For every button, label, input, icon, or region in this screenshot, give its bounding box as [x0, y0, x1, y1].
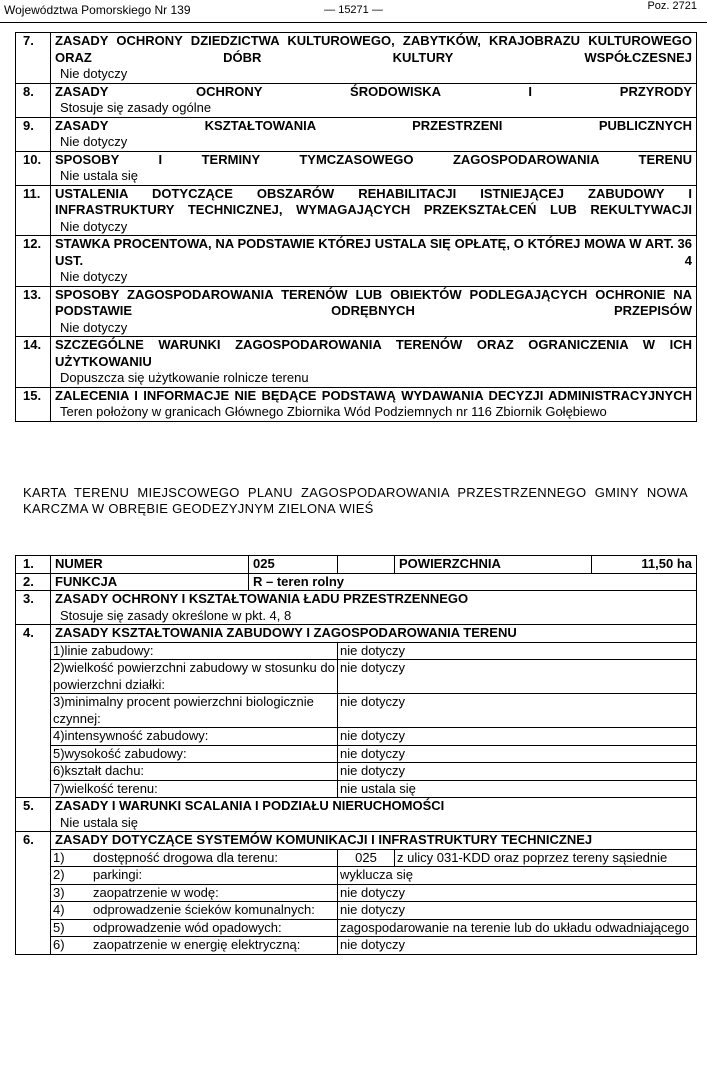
- row-komunikacja-heading: [16, 832, 697, 850]
- row-number: 13.: [16, 286, 51, 337]
- row-number: 6.: [16, 832, 51, 955]
- item-text: parkingi:: [93, 867, 143, 882]
- row-funkcja: [16, 573, 697, 591]
- provision-heading: SPOSOBY I TERMINY TYMCZASOWEGO ZAGOSPODAROWANIA TERENU: [55, 151, 692, 167]
- infrastruktura-item-row: [16, 849, 697, 867]
- item-label: [51, 867, 338, 885]
- row-lad: [16, 591, 697, 625]
- zabudowa-item-row: [16, 642, 697, 660]
- section-cell: [51, 591, 697, 625]
- provision-cell: [51, 236, 697, 287]
- provision-heading: USTALENIA DOTYCZĄCE OBSZARÓW REHABILITACJI ISTNIEJĄCEJ ZABUDOWY I INFRASTRUKTURY TECHNICZNEJ, WYMAGAJĄCYCH PRZEKSZTAŁCEŃ LUB REKULTYWACJI: [55, 185, 692, 217]
- zabudowa-item-row: [16, 780, 697, 798]
- provision-row: [16, 83, 697, 117]
- item-text: odprowadzenie wód opadowych:: [93, 919, 282, 935]
- provision-cell: [51, 286, 697, 337]
- zabudowa-item-row: [16, 728, 697, 746]
- section-value: Nie ustala się: [60, 814, 139, 830]
- powierzchnia-value: 11,50 ha: [592, 556, 697, 574]
- item-text: zaopatrzenie w energię elektryczną:: [93, 937, 301, 952]
- row-number: 10.: [16, 151, 51, 185]
- section-heading: ZASADY KSZTAŁTOWANIA ZABUDOWY I ZAGOSPODAROWANIA TERENU: [51, 625, 697, 643]
- zabudowa-item-row: [16, 745, 697, 763]
- item-number: 3): [53, 884, 65, 900]
- provision-heading: SPOSOBY ZAGOSPODAROWANIA TERENÓW LUB OBIEKTÓW PODLEGAJĄCYCH OCHRONIE NA PODSTAWIE ODRĘBNYCH PRZEPISÓW: [55, 286, 692, 318]
- zabudowa-item-row: [16, 694, 697, 728]
- position-number: Poz. 2721: [647, 0, 697, 12]
- provision-row: [16, 185, 697, 236]
- item-value: nie dotyczy: [338, 694, 697, 728]
- item-value: nie dotyczy: [338, 763, 697, 781]
- section-value: Stosuje się zasady określone w pkt. 4, 8: [60, 607, 292, 623]
- row-number: 15.: [16, 387, 51, 421]
- provision-row: [16, 33, 697, 84]
- item-value: nie dotyczy: [338, 884, 697, 902]
- powierzchnia-label: POWIERZCHNIA: [395, 556, 592, 574]
- item-label: 4)intensywność zabudowy:: [51, 728, 338, 746]
- item-label: [51, 902, 338, 920]
- provision-value: Nie dotyczy: [60, 269, 128, 284]
- row-number: 8.: [16, 83, 51, 117]
- infrastruktura-item-row: [16, 919, 697, 937]
- provision-heading: ZASADY OCHRONY ŚRODOWISKA I PRZYRODY: [55, 83, 692, 99]
- item-number: 2): [53, 867, 65, 882]
- page-number: — 15271 —: [324, 4, 383, 16]
- provision-cell: [51, 337, 697, 388]
- provision-value: Nie dotyczy: [60, 134, 128, 149]
- karta-title: KARTA TERENU MIEJSCOWEGO PLANU ZAGOSPODAROWANIA PRZESTRZENNEGO GMINY NOWA KARCZMA W OBRĘBIE GEODEZYJNYM ZIELONA WIEŚ: [23, 485, 688, 516]
- row-number: 12.: [16, 236, 51, 287]
- row-number: 1.: [16, 556, 51, 574]
- row-number: 9.: [16, 117, 51, 151]
- provision-cell: [51, 151, 697, 185]
- zabudowa-item-row: [16, 660, 697, 694]
- zabudowa-item-row: [16, 763, 697, 781]
- item-text: odprowadzenie ścieków komunalnych:: [93, 902, 315, 917]
- provision-cell: [51, 83, 697, 117]
- row-number: 14.: [16, 337, 51, 388]
- infrastruktura-item-row: [16, 902, 697, 920]
- provision-cell: [51, 33, 697, 84]
- item-number: 1): [53, 849, 65, 865]
- provision-heading: ZALECENIA I INFORMACJE NIE BĘDĄCE PODSTAWĄ WYDAWANIA DECYZJI ADMINISTRACYJNYCH: [55, 387, 692, 403]
- row-number: 7.: [16, 33, 51, 84]
- provision-heading: ZASADY KSZTAŁTOWANIA PRZESTRZENI PUBLICZNYCH: [55, 117, 692, 133]
- empty-cell: [338, 556, 395, 574]
- item-value: wyklucza się: [338, 867, 697, 885]
- provision-row: [16, 236, 697, 287]
- provision-heading: ZASADY OCHRONY DZIEDZICTWA KULTUROWEGO, ZABYTKÓW, KRAJOBRAZU KULTUROWEGO ORAZ DÓBR KULTURY WSPÓŁCZESNEJ: [55, 33, 692, 65]
- item-label: 3)minimalny procent powierzchni biologicznie czynnej:: [51, 694, 338, 728]
- item-label: [51, 849, 338, 867]
- numer-value: 025: [249, 556, 338, 574]
- item-label: 1)linie zabudowy:: [51, 642, 338, 660]
- item-value: nie dotyczy: [338, 660, 697, 694]
- item-label: [51, 937, 338, 955]
- item-number: 6): [53, 937, 65, 952]
- numer-label: NUMER: [51, 556, 249, 574]
- provision-cell: [51, 117, 697, 151]
- provision-row: [16, 337, 697, 388]
- item-label: [51, 884, 338, 902]
- item-code: 025: [338, 849, 395, 867]
- provision-row: [16, 151, 697, 185]
- item-value: nie dotyczy: [338, 642, 697, 660]
- provision-row: [16, 117, 697, 151]
- provision-cell: [51, 387, 697, 421]
- infrastruktura-item-row: [16, 937, 697, 955]
- provision-value: Nie dotyczy: [60, 218, 128, 234]
- funkcja-label: FUNKCJA: [51, 573, 249, 591]
- item-text: zaopatrzenie w wodę:: [93, 884, 219, 900]
- provisions-table: [15, 32, 697, 422]
- karta-terenu-table: [15, 555, 697, 955]
- item-value: nie dotyczy: [338, 937, 697, 955]
- provision-value: Dopuszcza się użytkowanie rolnicze terenu: [60, 370, 309, 385]
- section-heading: ZASADY OCHRONY I KSZTAŁTOWANIA ŁADU PRZESTRZENNEGO: [55, 591, 469, 606]
- item-value: nie ustala się: [338, 780, 697, 798]
- row-number: 2.: [16, 573, 51, 591]
- item-value: nie dotyczy: [338, 728, 697, 746]
- row-number: 3.: [16, 591, 51, 625]
- item-label: 2)wielkość powierzchni zabudowy w stosunku do powierzchni działki:: [51, 660, 338, 694]
- infrastruktura-item-row: [16, 867, 697, 885]
- section-heading: ZASADY I WARUNKI SCALANIA I PODZIAŁU NIERUCHOMOŚCI: [55, 798, 445, 813]
- provision-value: Teren położony w granicach Głównego Zbiornika Wód Podziemnych nr 116 Zbiornik Gołębiewo: [60, 404, 607, 419]
- item-value: nie dotyczy: [338, 902, 697, 920]
- infrastruktura-item-row: [16, 884, 697, 902]
- provision-cell: [51, 185, 697, 236]
- provision-heading: STAWKA PROCENTOWA, NA PODSTAWIE KTÓREJ USTALA SIĘ OPŁATĘ, O KTÓREJ MOWA W ART. 36 UST. 4: [55, 236, 692, 268]
- item-value: nie dotyczy: [338, 745, 697, 763]
- item-label: 6)kształt dachu:: [51, 763, 338, 781]
- row-number: 5.: [16, 798, 51, 832]
- page-header: [0, 0, 707, 23]
- provision-value: Nie ustala się: [60, 168, 139, 183]
- row-number: 11.: [16, 185, 51, 236]
- item-label: 5)wysokość zabudowy:: [51, 745, 338, 763]
- provision-value: Nie dotyczy: [60, 319, 128, 335]
- item-value: zagospodarowanie na terenie lub do układu odwadniającego: [338, 919, 697, 937]
- item-text: dostępność drogowa dla terenu:: [93, 849, 279, 865]
- row-number: 4.: [16, 625, 51, 798]
- item-number: 4): [53, 902, 65, 917]
- provision-row: [16, 286, 697, 337]
- item-label: [51, 919, 338, 937]
- item-number: 5): [53, 919, 65, 935]
- funkcja-value: R – teren rolny: [249, 573, 697, 591]
- item-label: 7)wielkość terenu:: [51, 780, 338, 798]
- provision-row: [16, 387, 697, 421]
- section-heading: ZASADY DOTYCZĄCE SYSTEMÓW KOMUNIKACJI I INFRASTRUKTURY TECHNICZNEJ: [51, 832, 697, 850]
- item-value: z ulicy 031-KDD oraz poprzez tereny sąsiednie: [395, 849, 697, 867]
- journal-title: Województwa Pomorskiego Nr 139: [4, 3, 191, 17]
- section-cell: [51, 798, 697, 832]
- row-numer: [16, 556, 697, 574]
- provision-value: Nie dotyczy: [60, 66, 128, 81]
- row-zabudowa-heading: [16, 625, 697, 643]
- row-scalanie: [16, 798, 697, 832]
- provision-value: Stosuje się zasady ogólne: [60, 100, 212, 115]
- provision-heading: SZCZEGÓLNE WARUNKI ZAGOSPODAROWANIA TERENÓW ORAZ OGRANICZENIA W ICH UŻYTKOWANIU: [55, 337, 692, 369]
